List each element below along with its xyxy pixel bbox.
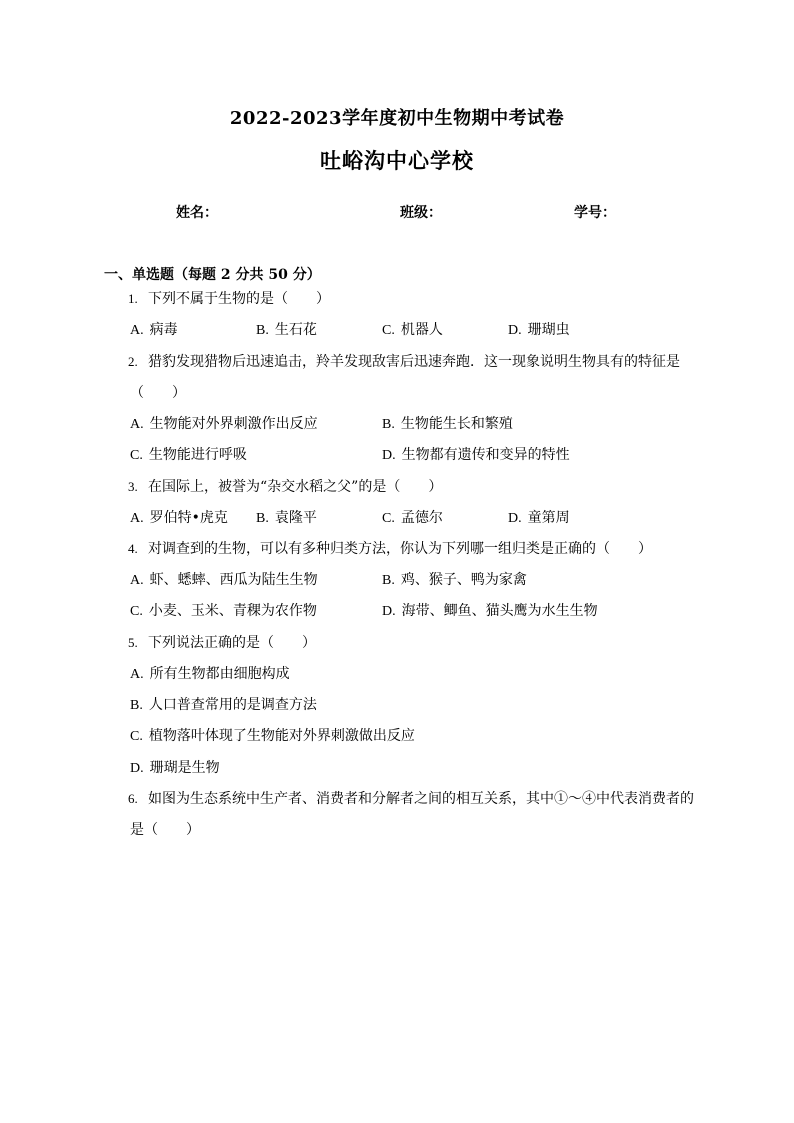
question-1 bbox=[128, 289, 330, 309]
option-3d: D. 童第周 bbox=[508, 510, 570, 526]
option-2c: C. 生物能进行呼吸 bbox=[130, 447, 247, 463]
question-text: 下列说法正确的是（ ） bbox=[148, 635, 316, 651]
question-number: 1. bbox=[128, 291, 138, 306]
question-2 bbox=[128, 352, 680, 372]
option-4d: D. 海带、鲫鱼、猫头鹰为水生生物 bbox=[382, 603, 598, 619]
option-3a: A. 罗伯特•虎克 bbox=[130, 510, 228, 526]
question-number: 6. bbox=[128, 791, 138, 806]
option-4a: A. 虾、蟋蟀、西瓜为陆生生物 bbox=[130, 572, 318, 588]
option-1a: A. 病毒 bbox=[130, 322, 178, 338]
question-4 bbox=[128, 539, 652, 559]
option-2a: A. 生物能对外界刺激作出反应 bbox=[130, 416, 318, 432]
school-name: 吐峪沟中心学校 bbox=[320, 148, 474, 173]
option-4c: C. 小麦、玉米、青稞为农作物 bbox=[130, 603, 317, 619]
question-text: 如图为生态系统中生产者、消费者和分解者之间的相互关系，其中①～④中代表消费者的 bbox=[148, 791, 694, 807]
option-5a: A. 所有生物都由细胞构成 bbox=[130, 666, 290, 682]
question-6 bbox=[128, 789, 694, 809]
option-3b: B. 袁隆平 bbox=[256, 510, 317, 526]
question-2-continuation: （ ） bbox=[130, 385, 186, 401]
option-1d: D. 珊瑚虫 bbox=[508, 322, 570, 338]
question-number: 2. bbox=[128, 354, 138, 369]
option-5c: C. 植物落叶体现了生物能对外界刺激做出反应 bbox=[130, 728, 415, 744]
exam-title: 2022-2023学年度初中生物期中考试卷 bbox=[229, 108, 565, 129]
question-text: 猎豹发现猎物后迅速追击，羚羊发现敌害后迅速奔跑．这一现象说明生物具有的特征是 bbox=[148, 354, 680, 370]
section-title: 一、单选题（每题 2 分共 50 分） bbox=[104, 267, 321, 283]
question-text: 对调查到的生物，可以有多种归类方法，你认为下列哪一组归类是正确的（ ） bbox=[148, 541, 652, 557]
question-number: 5. bbox=[128, 635, 138, 650]
option-3c: C. 孟德尔 bbox=[382, 510, 443, 526]
option-1c: C. 机器人 bbox=[382, 322, 443, 338]
question-5 bbox=[128, 633, 316, 653]
question-6-continuation: 是（ ） bbox=[130, 822, 200, 838]
option-2d: D. 生物都有遗传和变异的特性 bbox=[382, 447, 570, 463]
option-5b: B. 人口普查常用的是调查方法 bbox=[130, 697, 317, 713]
student-id-label: 学号： bbox=[574, 205, 616, 221]
option-1b: B. 生石花 bbox=[256, 322, 317, 338]
question-number: 4. bbox=[128, 541, 138, 556]
name-label: 姓名： bbox=[176, 205, 218, 221]
question-text: 在国际上，被誉为“杂交水稻之父”的是（ ） bbox=[148, 479, 443, 495]
question-number: 3. bbox=[128, 479, 138, 494]
question-3 bbox=[128, 477, 442, 497]
option-2b: B. 生物能生长和繁殖 bbox=[382, 416, 513, 432]
class-label: 班级： bbox=[400, 205, 442, 221]
question-text: 下列不属于生物的是（ ） bbox=[148, 291, 330, 307]
option-5d: D. 珊瑚是生物 bbox=[130, 760, 220, 776]
option-4b: B. 鸡、猴子、鸭为家禽 bbox=[382, 572, 527, 588]
